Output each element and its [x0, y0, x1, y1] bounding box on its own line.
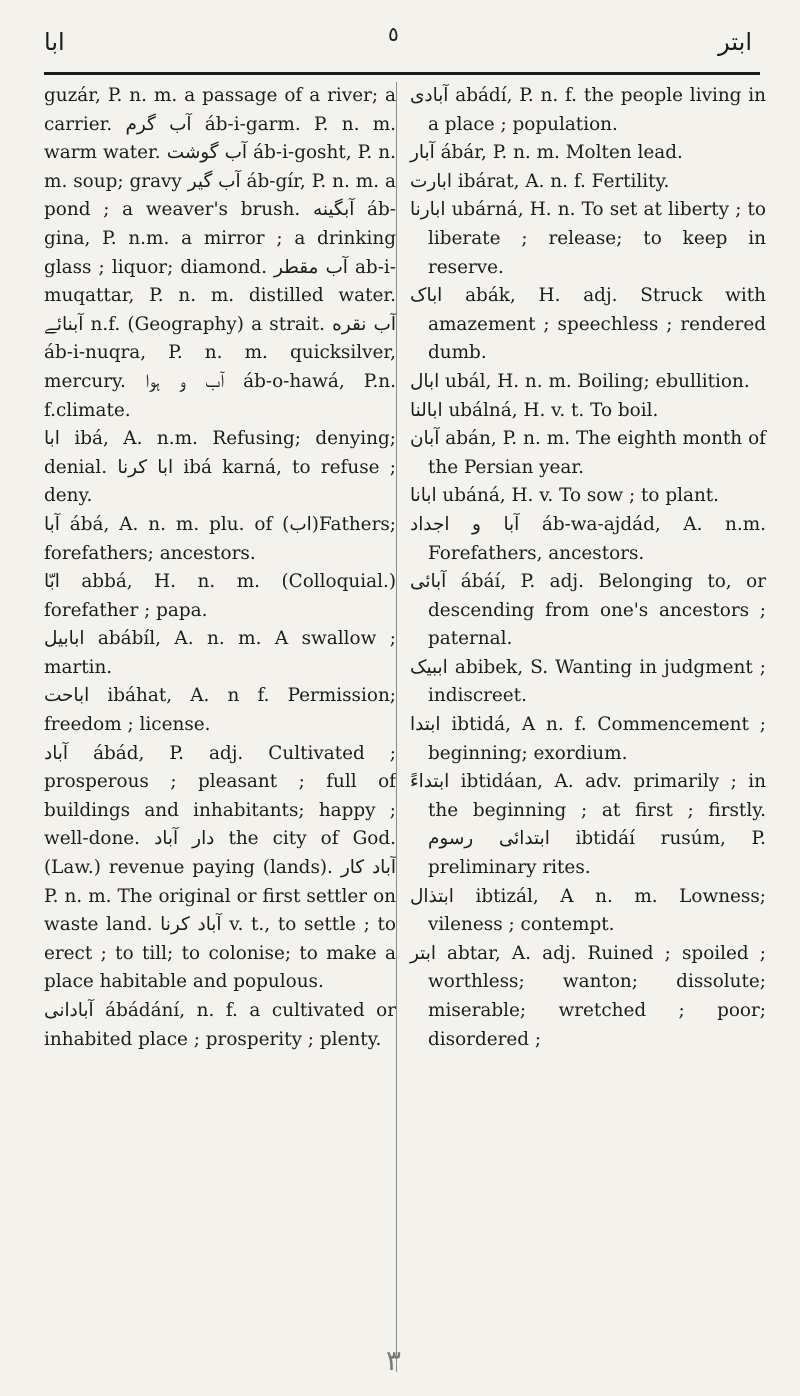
- page-header: [0, 0, 800, 80]
- dictionary-entry: ﺍﺑّﺎ abbá, H. n. m. (Colloquial.) forefather ; papa.: [44, 571, 396, 621]
- dictionary-entry: ﺁﺑﺎﺩ ábád, P. adj. Cultivated ; prosperous ; pleasant ; full of buildings and inhabitants; happy ; well-done. ﺩﺍﺭ ﺁﺑﺎﺩ the city of God. (Law.) revenue paying (lands). ﺁﺑﺎﺩ ﮐﺎﺭ P. n. m. The original or first settler on waste land. ﺁﺑﺎﺩ ﮐﺮﻧﺎ v. t., to settle ; to erect ; to till; to colonise; to make a place habitable and populous.: [44, 742, 397, 993]
- dictionary-entry: ﺁﺑﺎ ábá, A. n. m. plu. of (ﺍﺏ)Fathers; forefathers; ancestors.: [44, 513, 396, 564]
- dictionary-entry: ﺍﺑﺎﻧﺎ ubáná, H. v. To sow ; to plant.: [410, 485, 720, 507]
- dictionary-entry: ﺍﺑﺎﺑﻴﻞ abábíl, A. n. m. A swallow ; martin.: [44, 628, 396, 678]
- dictionary-entry: ﺍﺑﺘﺬﺍﻝ ibtizál, A n. m. Lowness; vileness ; contempt.: [410, 885, 766, 936]
- dictionary-entry: guzár, P. n. m. a passage of a river; a carrier. ﺁﺏ ﮔﺮﻡ áb-i-garm. P. n. m. warm water. ﺁﺏ ﮔﻮﺷﺖ áb-i-gosht, P. n. m. soup; gravy ﺁﺏ ﮔﻴﺮ áb-gír, P. n. m. a pond ; a weaver's brush. ﺁﺑﮕﻴﻨﻪ áb-gina, P. n.m. a mirror ; a drinking glass ; liquor; diamond. ﺁﺏ ﻣﻘﻄﺮ ab-i-muqattar, P. n. m. distilled water. ﺁﺑﻨﺎﺋﮯ n.f. (Geography) a strait. ﺁﺏ ﻧﻘﺮﻩ áb-i-nuqra, P. n. m. quicksilver, mercury. ﺁﺏ ﻭ ﮨﻮﺍ áb-o-hawá, P.n. f.climate.: [44, 85, 397, 421]
- column-divider: [396, 82, 397, 1372]
- header-left-word: ﺍﺑﺎ: [44, 28, 65, 56]
- dictionary-entry: ﺍﺑﺎﮎ abák, H. adj. Struck with amazement ; speechless ; rendered dumb.: [410, 285, 766, 364]
- dictionary-entry: ﺍﺑﺎﺭﻧﺎ ubárná, H. n. To set at liberty ; to liberate ; release; to keep in reserve.: [410, 199, 766, 278]
- dictionary-entry: ﺍﺑﺘﺪﺍﺀً ibtidáan, A. adv. primarily ; in the beginning ; at first ; firstly. ﺍﺑﺘﺪﺍﺋﯽ ﺭﺳﻮﻡ ibtidáí rusúm, P. preliminary rites.: [410, 771, 766, 879]
- right-column: [410, 82, 766, 1054]
- dictionary-entry: ﺁﺑﺎﺭ ábár, P. n. m. Molten lead.: [410, 142, 683, 164]
- header-right-word: ﺍﺑﺘﺮ: [718, 28, 752, 56]
- dictionary-entry: ﺍﺑﺎﻝ ubál, H. n. m. Boiling; ebullition.: [410, 370, 750, 392]
- dictionary-entry: ﺁﺑﺎ ﻭ ﺍﺟﺪﺍﺩ áb-wa-ajdád, A. n.m. Forefathers, ancestors.: [410, 513, 766, 564]
- dictionary-entry: ﺍﺑﺎﺭﺕ ibárat, A. n. f. Fertility.: [410, 170, 670, 192]
- dictionary-entry: ﺍﺑﺒﻴﮏ abibek, S. Wanting in judgment ; indiscreet.: [410, 656, 766, 707]
- dictionary-entry: ﺁﺑﺎﺩﯼ abádí, P. n. f. the people living in a place ; population.: [410, 85, 766, 135]
- dictionary-entry: ﺍﺑﺎﺣﺖ ibáhat, A. n f. Permission; freedom ; license.: [44, 685, 396, 736]
- dictionary-entry: ﺍﺑﺎﻟﻨﺎ ubálná, H. v. t. To boil.: [410, 399, 659, 421]
- dictionary-entry: ﺁﺑﺎﺋﯽ ábáí, P. adj. Belonging to, or descending from one's ancestors ; paternal.: [410, 571, 766, 650]
- dictionary-entry: ﺍﺑﺘﺪﺍ ibtidá, A n. f. Commencement ; beginning; exordium.: [410, 714, 766, 764]
- header-center-mark: ٥: [388, 22, 399, 46]
- dictionary-entry: ﺁﺑﺎﺩﺍﻧﯽ ábádání, n. f. a cultivated or inhabited place ; prosperity ; plenty.: [44, 1000, 396, 1050]
- dictionary-entry: ﺍﺑﺘﺮ abtar, A. adj. Ruined ; spoiled ; worthless; wanton; dissolute; miserable; wretched ; poor; disordered ;: [410, 942, 766, 1050]
- page-number-mark: ٣: [386, 1344, 402, 1377]
- dictionary-entry: ﺁﺑﺎﻥ abán, P. n. m. The eighth month of the Persian year.: [410, 428, 766, 478]
- left-column: [44, 82, 396, 1054]
- header-rule: [44, 72, 760, 75]
- dictionary-entry: ﺍﺑﺎ ibá, A. n.m. Refusing; denying; denial. ﺍﺑﺎ ﮐﺮﻧﺎ ibá karná, to refuse ; deny.: [44, 428, 396, 507]
